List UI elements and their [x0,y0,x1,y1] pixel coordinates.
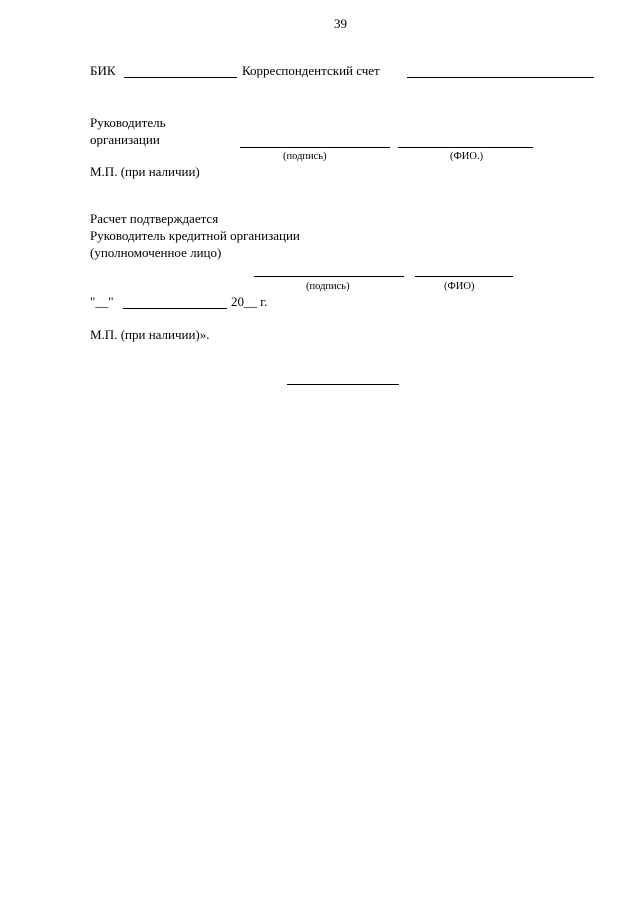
end-separator-line [287,384,399,385]
page-number: 39 [334,16,347,31]
corr-account-label: Корреспондентский счет [242,63,380,78]
bik-label: БИК [90,63,116,78]
head-name-line [398,147,533,148]
head-title-line1: Руководитель [90,115,166,130]
bank-stamp-note: М.П. (при наличии)». [90,327,210,342]
corr-account-blank-line [407,77,594,78]
date-day: "__" [90,294,114,309]
head-name-caption: (ФИО.) [450,151,484,162]
bik-blank-line [124,77,237,78]
bank-signature-line [254,276,404,277]
date-month-line [123,308,227,309]
head-stamp-note: М.П. (при наличии) [90,164,200,179]
head-title-line2: организации [90,132,160,147]
confirmation-line1: Расчет подтверждается [90,211,219,226]
bank-signature-caption: (подпись) [306,281,350,292]
bank-name-caption: (ФИО) [444,281,475,292]
head-signature-line [240,147,390,148]
confirmation-line3: (уполномоченное лицо) [90,245,222,260]
date-year: 20__ г. [231,294,268,309]
bank-name-line [415,276,513,277]
head-signature-caption: (подпись) [283,151,327,162]
confirmation-line2: Руководитель кредитной организации [90,228,300,243]
